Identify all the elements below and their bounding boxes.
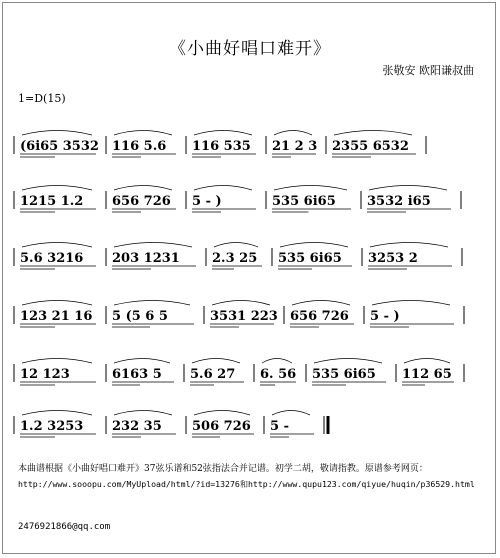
measure-notes: 506 726 bbox=[192, 419, 251, 434]
measure-notes: 112 65 bbox=[402, 367, 452, 382]
slur-arc bbox=[22, 359, 92, 364]
slur-arc bbox=[114, 301, 190, 306]
measure-notes: 535 6i65 bbox=[278, 251, 342, 266]
measure-notes: 232 35 bbox=[112, 419, 162, 434]
measure-notes: 656 726 bbox=[290, 309, 349, 324]
slur-arc bbox=[370, 243, 448, 248]
slur-arc bbox=[192, 359, 240, 364]
key-signature: 1=D(15) bbox=[18, 92, 66, 105]
measure-notes: 656 726 bbox=[112, 194, 171, 209]
slur-arc bbox=[114, 411, 172, 416]
slur-arc bbox=[194, 186, 252, 191]
footer-note bbox=[18, 462, 484, 492]
measure-notes: 5 (5 6 5 bbox=[112, 309, 168, 324]
slur-arc bbox=[369, 186, 447, 191]
measure-notes: 12 123 bbox=[20, 367, 70, 382]
slur-arc bbox=[194, 131, 252, 136]
measure-notes: 116 5.6 bbox=[112, 139, 167, 154]
measure-notes: 203 1231 bbox=[112, 251, 180, 266]
page-title: 《小曲好唱口难开》 bbox=[169, 39, 331, 59]
measure-notes: 5 - ) bbox=[192, 194, 222, 209]
measure-notes: 3532 i65 bbox=[367, 194, 431, 209]
slur-arc bbox=[114, 359, 170, 364]
footer-description: 本曲谱根据《小曲好唱口难开》37弦乐谱和52弦指法合并记谱。初学二胡，敬请指教。原谱参考网页： bbox=[18, 464, 428, 474]
measure-notes: (6i65 3532 bbox=[20, 139, 99, 154]
slur-arc bbox=[280, 243, 348, 248]
slur-arc bbox=[22, 301, 92, 306]
measure-notes: 535 6i65 bbox=[312, 367, 376, 382]
measure-notes: 535 6i65 bbox=[272, 194, 336, 209]
slur-arc bbox=[274, 131, 312, 136]
measure-notes: 116 535 bbox=[192, 139, 251, 154]
slur-arc bbox=[292, 301, 350, 306]
measure-notes: 1.2 3253 bbox=[20, 419, 84, 434]
slur-arc bbox=[22, 411, 92, 416]
slur-arc bbox=[334, 131, 412, 136]
slur-arc bbox=[404, 359, 450, 364]
slur-arc bbox=[272, 411, 310, 416]
measure-notes: 2.3 25 bbox=[212, 251, 258, 266]
slur-arc bbox=[22, 243, 92, 248]
measure-notes: 2355 6532 bbox=[332, 139, 409, 154]
measure-notes: 5.6 27 bbox=[190, 367, 236, 382]
measure-notes: 123 21 16 bbox=[20, 309, 93, 324]
measure-notes: 6. 56 bbox=[260, 367, 297, 382]
slur-arc bbox=[22, 186, 92, 191]
slur-arc bbox=[274, 186, 347, 191]
slur-arc bbox=[214, 243, 258, 248]
slur-arc bbox=[372, 301, 450, 306]
slur-arc bbox=[262, 359, 292, 364]
slur-arc bbox=[114, 243, 192, 248]
slur-arc bbox=[194, 411, 250, 416]
measure-notes: 3253 2 bbox=[368, 251, 418, 266]
contact-email: 2476921866@qq.com bbox=[18, 522, 111, 532]
measure-notes: 21 2 3 bbox=[272, 139, 318, 154]
measure-notes: 5 - ) bbox=[370, 309, 400, 324]
slur-arc bbox=[114, 186, 172, 191]
measure-notes: 6163 5 bbox=[112, 367, 162, 382]
measure-notes: 5.6 3216 bbox=[20, 251, 84, 266]
slur-arc bbox=[114, 131, 172, 136]
slur-arc bbox=[22, 131, 92, 136]
measure-notes: 3531 223 bbox=[210, 309, 278, 324]
slur-arc bbox=[314, 359, 382, 364]
measure-notes: 5 - bbox=[270, 419, 289, 434]
slur-arc bbox=[212, 301, 270, 306]
composer-credit: 张敬安 欧阳谦叔曲 bbox=[382, 64, 474, 77]
footer-source-urls: http://www.sooopu.com/MyUpload/html/?id=13276和http://www.qupu123.com/qiyue/huqin/p36529.html bbox=[18, 479, 475, 489]
measure-notes: 1215 1.2 bbox=[20, 194, 84, 209]
